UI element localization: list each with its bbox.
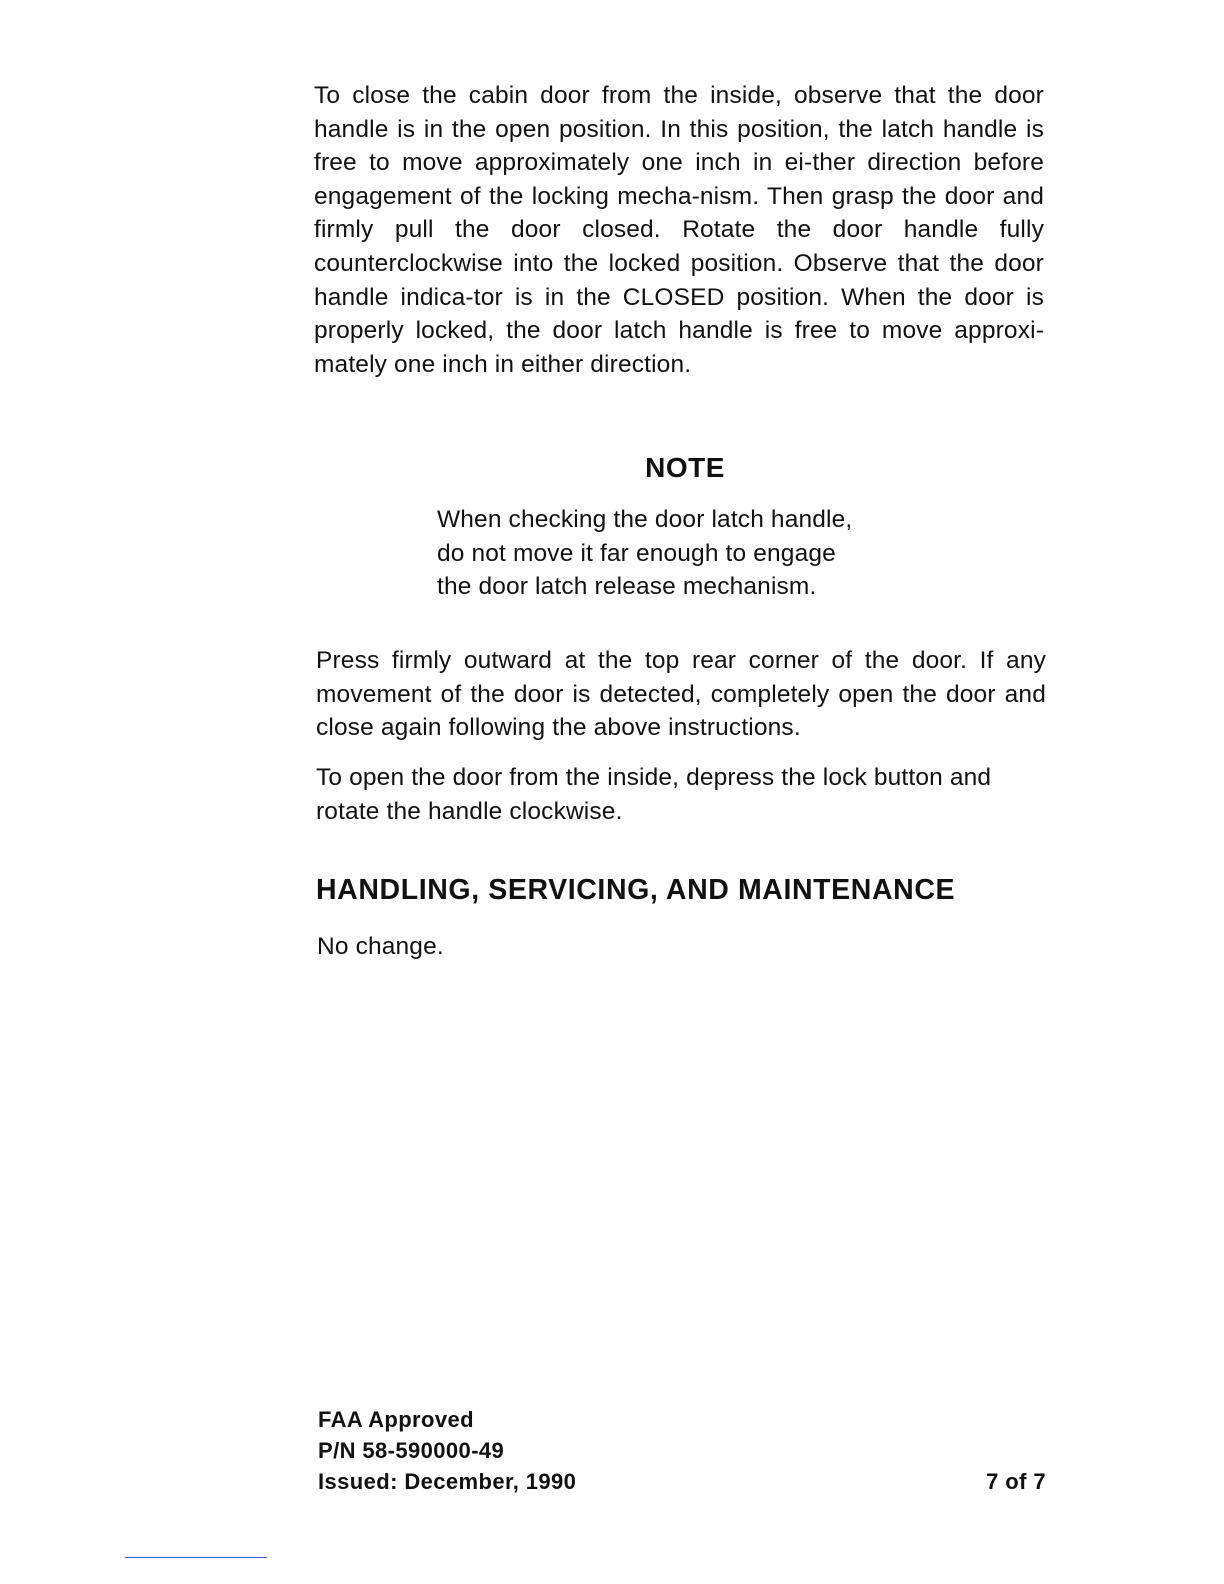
footer-part-number: P/N 58-590000-49 [318, 1438, 505, 1463]
section-text-no-change: No change. [317, 933, 444, 960]
footer-page-number: 7 of 7 [986, 1469, 1046, 1494]
paragraph-press-outward: Press firmly outward at the top rear corner of the door. If any movement of the door is detected, completely open the door and close again following the above instructions. [316, 647, 1046, 742]
footer-approval: FAA Approved [318, 1407, 474, 1432]
note-line: When checking the door latch handle, [437, 506, 853, 533]
footer-info [318, 1404, 576, 1497]
note-line: do not move it far enough to engage [437, 539, 836, 567]
footer-issued-date: Issued: December, 1990 [318, 1469, 577, 1494]
note-line: the door latch release mechanism. [437, 573, 817, 601]
paragraph-close-cabin-door: To close the cabin door from the inside, observe that the door handle is in the open position. In this position, the latch handle is free to move approximately one inch in ei-ther direction before engagement of the locking mecha-nism. Then grasp the door and firmly pull the door closed. Rotate the door handle fully counterclockwise into the locked position. Observe that the door handle indica-tor is in the CLOSED position. When the door is properly locked, the door latch handle is free to move approxi-mately one inch in either direction. [314, 82, 1044, 378]
section-heading-handling: HANDLING, SERVICING, AND MAINTENANCE [316, 874, 956, 906]
bottom-divider [125, 1557, 267, 1558]
paragraph-open-door: To open the door from the inside, depress the lock button and rotate the handle clockwise. [316, 764, 992, 825]
note-body [437, 503, 937, 604]
note-title: NOTE [645, 452, 725, 483]
